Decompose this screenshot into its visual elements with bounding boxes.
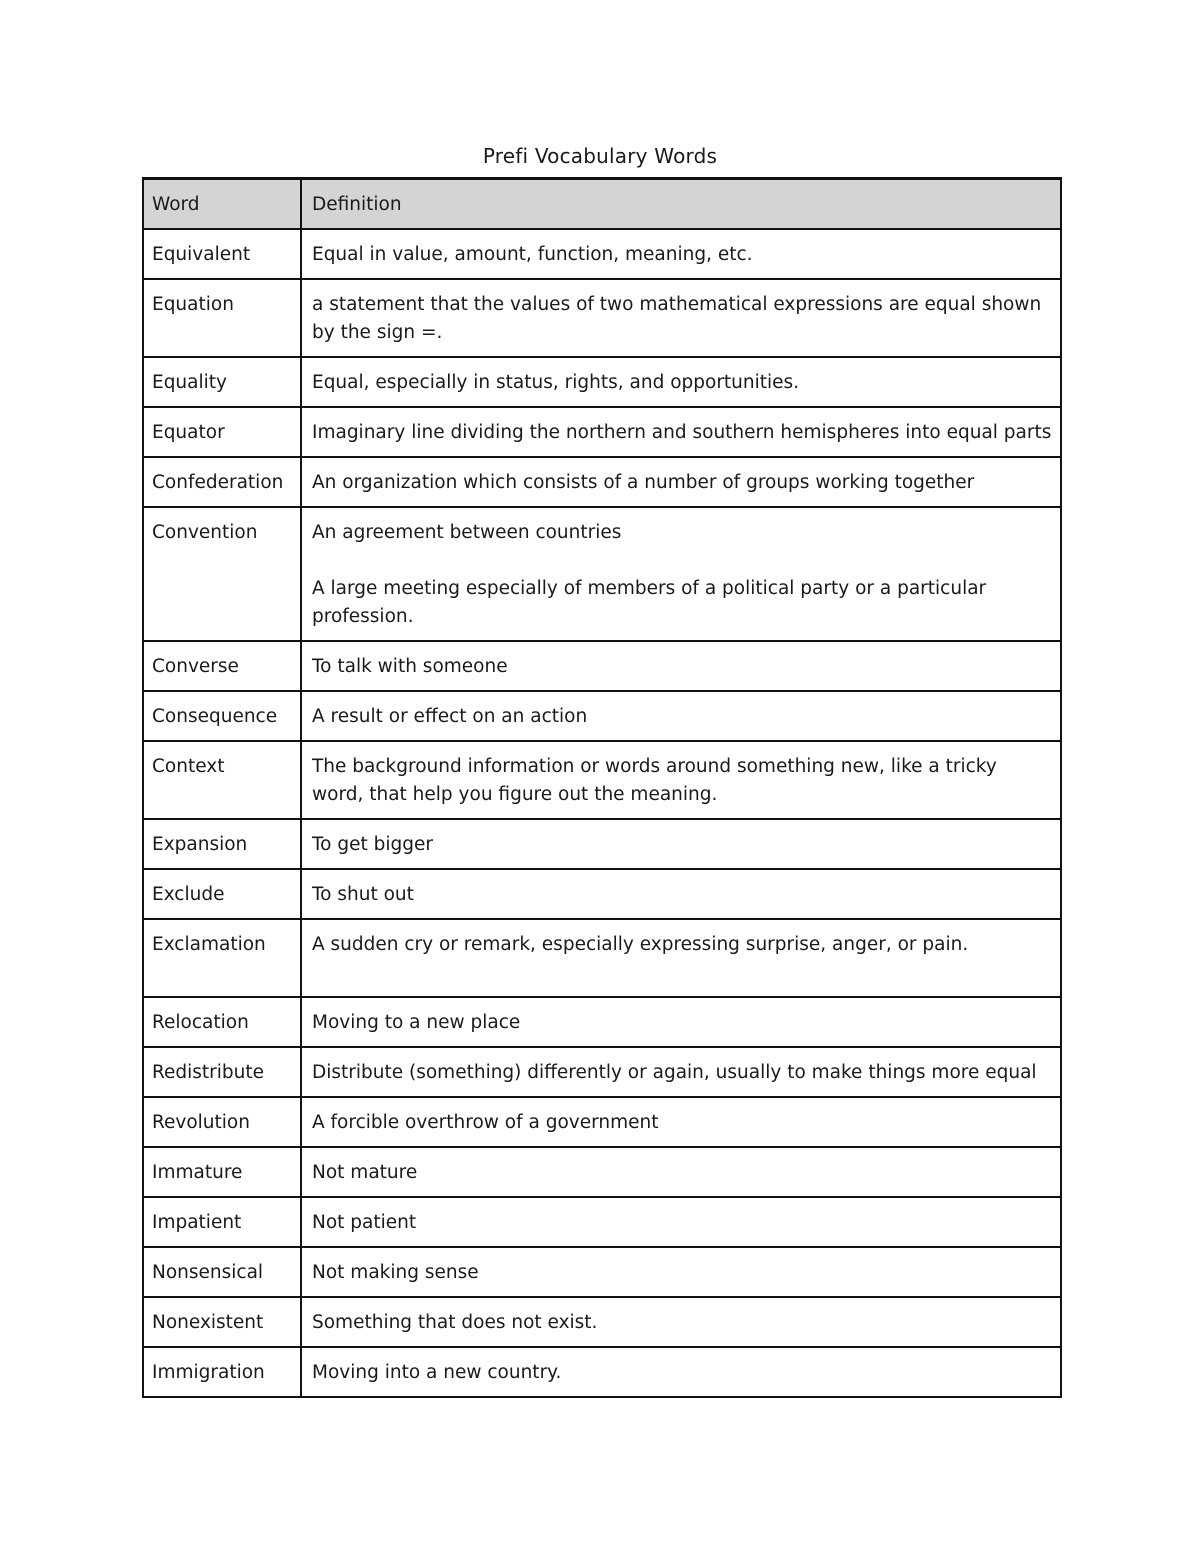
definition-text: Imaginary line dividing the northern and southern hemispheres into equal parts	[312, 422, 1052, 443]
definition-cell	[301, 1147, 1061, 1197]
definition-cell	[301, 279, 1061, 357]
definition-text: A large meeting especially of members of a political party or a particular profession.	[312, 578, 987, 627]
definition-text: To shut out	[312, 884, 414, 905]
table-row	[143, 997, 1061, 1047]
word-cell: Equation	[143, 279, 301, 357]
word-cell: Confederation	[143, 457, 301, 507]
table-row	[143, 641, 1061, 691]
table-row	[143, 507, 1061, 641]
table-row	[143, 919, 1061, 997]
definition-text: An organization which consists of a number of groups working together	[312, 472, 975, 493]
definition-cell	[301, 641, 1061, 691]
definition-column-header: Definition	[301, 179, 1061, 230]
word-cell: Equator	[143, 407, 301, 457]
definition-text: Not making sense	[312, 1262, 479, 1283]
page-title: Prefi Vocabulary Words	[482, 144, 718, 168]
word-column-header: Word	[143, 179, 301, 230]
definition-cell	[301, 1347, 1061, 1397]
definition-cell	[301, 229, 1061, 279]
definition-cell	[301, 1047, 1061, 1097]
word-cell: Redistribute	[143, 1047, 301, 1097]
definition-text: The background information or words around something new, like a tricky word, that help you figure out the meaning.	[312, 756, 997, 805]
definition-cell	[301, 407, 1061, 457]
table-row	[143, 819, 1061, 869]
definition-text: a statement that the values of two mathematical expressions are equal shown by the sign =.	[312, 294, 1042, 343]
definition-text: Equal, especially in status, rights, and opportunities.	[312, 372, 800, 393]
table-row	[143, 1247, 1061, 1297]
word-cell: Context	[143, 741, 301, 819]
definition-cell	[301, 1297, 1061, 1347]
definition-cell	[301, 507, 1061, 641]
definition-cell	[301, 357, 1061, 407]
table-row	[143, 1047, 1061, 1097]
definition-text: Not mature	[312, 1162, 418, 1183]
definition-text: A sudden cry or remark, especially expressing surprise, anger, or pain.	[312, 934, 969, 955]
word-cell: Expansion	[143, 819, 301, 869]
definition-cell	[301, 919, 1061, 997]
table-row	[143, 407, 1061, 457]
definition-text: Moving to a new place	[312, 1012, 521, 1033]
definition-cell	[301, 819, 1061, 869]
word-cell: Convention	[143, 507, 301, 641]
table-header-row	[143, 179, 1061, 230]
definition-text: Moving into a new country.	[312, 1362, 562, 1383]
table-row	[143, 1197, 1061, 1247]
table-row	[143, 279, 1061, 357]
definition-cell	[301, 1097, 1061, 1147]
table-row	[143, 869, 1061, 919]
definition-cell	[301, 691, 1061, 741]
vocabulary-table	[142, 177, 1062, 1398]
definition-text: Something that does not exist.	[312, 1312, 598, 1333]
word-cell: Equality	[143, 357, 301, 407]
table-row	[143, 691, 1061, 741]
definition-text: To talk with someone	[312, 656, 508, 677]
word-cell: Exclamation	[143, 919, 301, 997]
word-cell: Equivalent	[143, 229, 301, 279]
word-cell: Converse	[143, 641, 301, 691]
definition-cell	[301, 997, 1061, 1047]
word-cell: Revolution	[143, 1097, 301, 1147]
table-row	[143, 1147, 1061, 1197]
definition-text: A forcible overthrow of a government	[312, 1112, 659, 1133]
word-cell: Immature	[143, 1147, 301, 1197]
definition-text: An agreement between countries	[312, 522, 622, 543]
word-cell: Impatient	[143, 1197, 301, 1247]
definition-cell	[301, 741, 1061, 819]
table-row	[143, 1297, 1061, 1347]
table-body	[143, 229, 1061, 1397]
definition-text: Distribute (something) differently or again, usually to make things more equal	[312, 1062, 1037, 1083]
table-row	[143, 357, 1061, 407]
definition-text: A result or effect on an action	[312, 706, 588, 727]
word-cell: Consequence	[143, 691, 301, 741]
word-cell: Nonexistent	[143, 1297, 301, 1347]
table-row	[143, 741, 1061, 819]
word-cell: Nonsensical	[143, 1247, 301, 1297]
table-row	[143, 457, 1061, 507]
word-cell: Immigration	[143, 1347, 301, 1397]
table-row	[143, 1097, 1061, 1147]
definition-text: To get bigger	[312, 834, 433, 855]
word-cell: Exclude	[143, 869, 301, 919]
definition-text: Equal in value, amount, function, meaning, etc.	[312, 244, 753, 265]
definition-cell	[301, 457, 1061, 507]
word-cell: Relocation	[143, 997, 301, 1047]
definition-cell	[301, 869, 1061, 919]
definition-cell	[301, 1197, 1061, 1247]
table-row	[143, 229, 1061, 279]
definition-cell	[301, 1247, 1061, 1297]
definition-text: Not patient	[312, 1212, 417, 1233]
table-row	[143, 1347, 1061, 1397]
